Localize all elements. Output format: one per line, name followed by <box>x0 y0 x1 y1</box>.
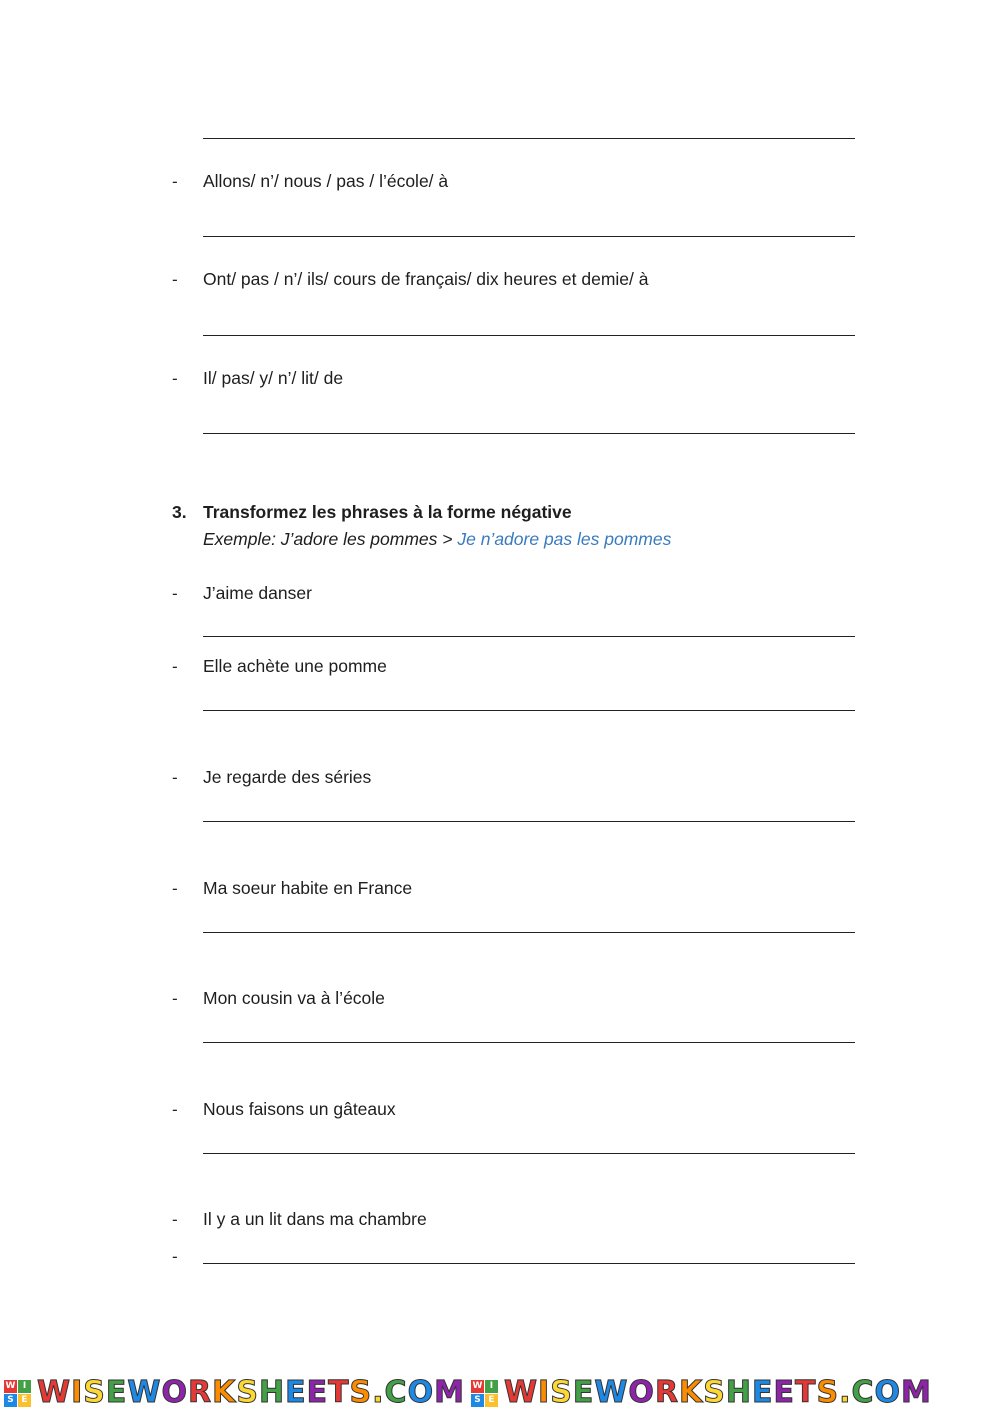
logo-letter: M <box>901 1375 932 1410</box>
list-item: Nous faisons un gâteaux <box>203 1099 396 1119</box>
logo-letter: R <box>187 1375 213 1410</box>
logo-text <box>37 1376 465 1410</box>
logo-letter: C <box>851 1375 875 1410</box>
logo-letter: . <box>839 1375 852 1410</box>
section-title: Transformez les phrases à la forme négative <box>203 502 572 522</box>
logo-letter: H <box>258 1375 286 1410</box>
answer-line[interactable] <box>203 821 855 822</box>
logo-letter: E <box>572 1375 595 1410</box>
logo-icon <box>4 1380 31 1407</box>
footer-watermark <box>0 1376 1000 1410</box>
answer-line[interactable] <box>203 138 855 139</box>
example-prefix: Exemple: J’adore les pommes > <box>203 529 458 549</box>
logo-letter: T <box>795 1375 817 1410</box>
logo-letter: K <box>679 1375 704 1410</box>
list-item: Elle achète une pomme <box>203 656 387 676</box>
logo-letter: E <box>306 1375 329 1410</box>
example-sentence <box>203 528 671 550</box>
logo-letter: S <box>83 1375 106 1410</box>
logo-letter: I <box>71 1375 84 1410</box>
list-item: Ont/ pas / n’/ ils/ cours de français/ dix heures et demie/ à <box>203 269 649 289</box>
logo-letter: O <box>407 1375 435 1410</box>
logo-icon-letter: W <box>472 1380 483 1391</box>
logo-icon-letter: I <box>18 1380 31 1393</box>
answer-line[interactable] <box>203 932 855 933</box>
logo-text <box>504 1376 932 1410</box>
logo-letter: C <box>384 1375 408 1410</box>
bullet-dash: - <box>172 369 178 388</box>
answer-line[interactable] <box>203 1153 855 1154</box>
logo-icon-letter: E <box>18 1394 31 1407</box>
bullet-dash: - <box>172 879 178 898</box>
logo-letter: E <box>773 1375 796 1410</box>
logo-icon-letter: E <box>485 1394 498 1407</box>
bullet-dash: - <box>172 989 178 1008</box>
answer-line[interactable] <box>203 1042 855 1043</box>
answer-line[interactable] <box>203 236 855 237</box>
logo-letter: S <box>236 1375 259 1410</box>
list-item: Il/ pas/ y/ n’/ lit/ de <box>203 368 344 388</box>
logo-letter: E <box>105 1375 128 1410</box>
logo-letter: . <box>372 1375 385 1410</box>
logo-letter: K <box>212 1375 237 1410</box>
logo-letter: T <box>328 1375 350 1410</box>
logo <box>471 1376 932 1410</box>
logo-letter: W <box>37 1375 72 1410</box>
bullet-dash: - <box>172 584 178 603</box>
answer-line[interactable] <box>203 433 855 434</box>
logo-letter: R <box>654 1375 680 1410</box>
answer-line[interactable] <box>203 710 855 711</box>
logo-icon-letter: I <box>485 1380 498 1393</box>
logo-letter: I <box>538 1375 551 1410</box>
list-item: Allons/ n’/ nous / pas / l’école/ à <box>203 171 449 191</box>
section-number: 3. <box>172 502 187 522</box>
answer-line[interactable] <box>203 1263 855 1264</box>
logo-letter: W <box>594 1375 629 1410</box>
logo-letter: W <box>127 1375 162 1410</box>
list-item: Ma soeur habite en France <box>203 878 413 898</box>
answer-line[interactable] <box>203 335 855 336</box>
list-item: J’aime danser <box>203 583 312 603</box>
logo <box>4 1376 465 1410</box>
logo-letter: S <box>816 1375 840 1410</box>
logo-letter: H <box>725 1375 753 1410</box>
bullet-dash: - <box>172 1100 178 1119</box>
bullet-dash: - <box>172 1210 178 1229</box>
logo-letter: O <box>628 1375 655 1410</box>
logo-letter: W <box>503 1375 539 1410</box>
bullet-dash: - <box>172 172 178 191</box>
example-answer: Je n’adore pas les pommes <box>457 529 672 549</box>
logo-letter: M <box>434 1375 465 1410</box>
logo-letter: O <box>161 1375 188 1410</box>
logo-letter: S <box>703 1375 726 1410</box>
bullet-dash: - <box>172 657 178 676</box>
logo-letter: E <box>752 1375 774 1410</box>
list-item: Mon cousin va à l’école <box>203 988 385 1008</box>
list-item: Je regarde des séries <box>203 767 372 787</box>
logo-icon <box>471 1380 498 1407</box>
logo-letter: O <box>874 1375 902 1410</box>
bullet-dash: - <box>172 270 178 289</box>
bullet-dash: - <box>172 768 178 787</box>
list-item: Il y a un lit dans ma chambre <box>203 1209 427 1229</box>
logo-icon-letter: S <box>471 1394 484 1407</box>
logo-icon-letter: S <box>4 1394 17 1407</box>
logo-letter: E <box>285 1375 307 1410</box>
answer-line[interactable] <box>203 636 855 637</box>
logo-icon-letter: W <box>5 1380 16 1391</box>
logo-letter: S <box>349 1375 373 1410</box>
bullet-dash: - <box>172 1247 178 1266</box>
logo-letter: S <box>550 1375 573 1410</box>
